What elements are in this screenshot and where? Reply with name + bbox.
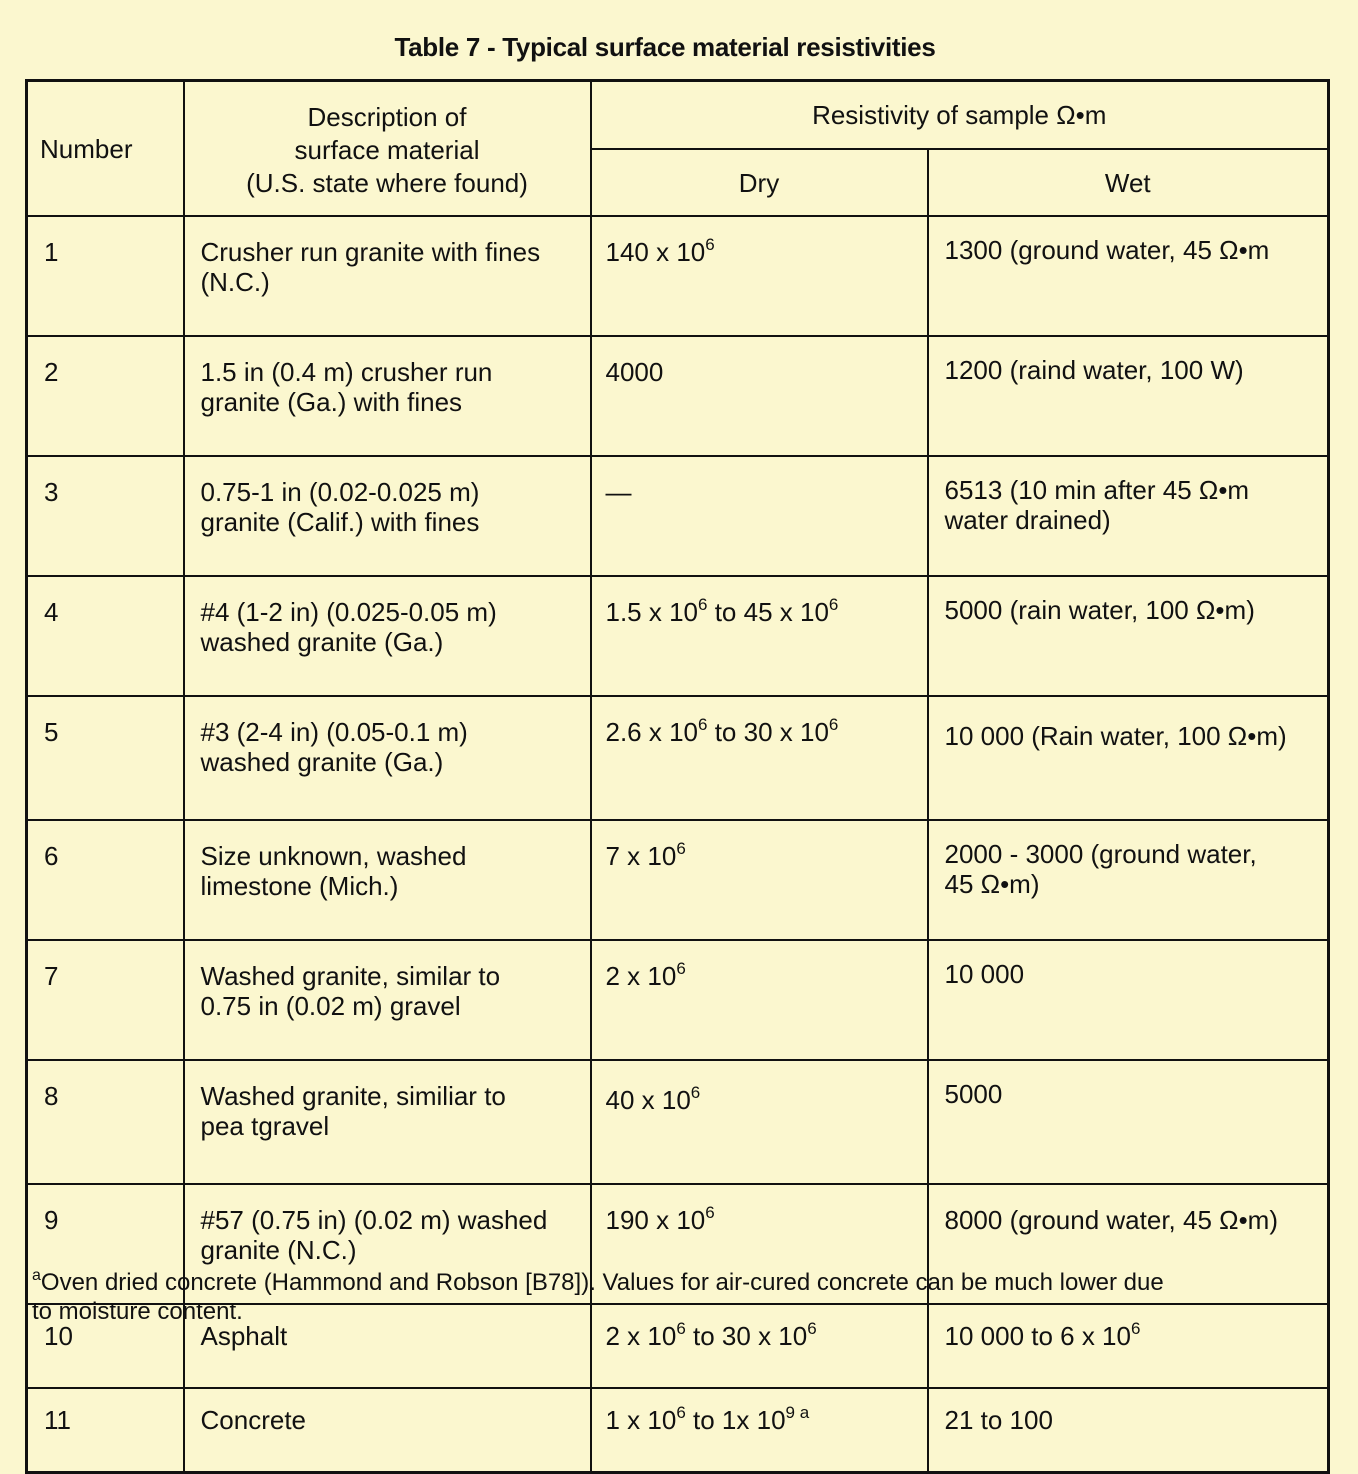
wet-line: water drained) — [944, 505, 1111, 535]
dry-exponent: 6 — [676, 839, 686, 858]
desc-line: #4 (1-2 in) (0.025-0.05 m) — [200, 597, 497, 627]
dry-value: to 30 x 10 — [707, 717, 829, 747]
cell-wet — [928, 576, 1329, 696]
cell-wet — [928, 1388, 1329, 1473]
cell-number: 3 — [27, 456, 184, 576]
desc-line: Asphalt — [200, 1321, 288, 1351]
table-row — [27, 696, 1329, 820]
dry-value: — — [605, 477, 632, 507]
cell-description — [184, 820, 591, 940]
cell-dry — [591, 216, 928, 336]
footnote-line — [32, 1268, 1262, 1297]
desc-line: washed granite (Ga.) — [200, 627, 444, 657]
desc-line: washed granite (Ga.) — [200, 747, 444, 777]
dry-value: to 1x 10 — [685, 1405, 786, 1435]
cell-description — [184, 216, 591, 336]
desc-line: 0.75-1 in (0.02-0.025 m) — [200, 477, 480, 507]
cell-number: 1 — [27, 216, 184, 336]
desc-line: Size unknown, washed — [200, 841, 467, 871]
cell-description — [184, 1060, 591, 1184]
cell-number: 6 — [27, 820, 184, 940]
cell-wet — [928, 216, 1329, 336]
cell-number: 5 — [27, 696, 184, 820]
wet-line: 6513 (10 min after 45 Ω•m — [944, 475, 1250, 505]
footnote-marker: a — [32, 1267, 41, 1284]
dry-exponent: 6 — [828, 715, 839, 734]
header-number: Number — [27, 81, 184, 217]
desc-line: (N.C.) — [200, 267, 270, 297]
desc-line: Concrete — [200, 1405, 306, 1435]
dry-exponent: 6 — [698, 715, 708, 734]
dry-value: to 45 x 10 — [707, 597, 829, 627]
wet-line: 2000 - 3000 (ground water, — [944, 839, 1257, 869]
wet-line: 10 000 (Rain water, 100 Ω•m) — [944, 721, 1287, 751]
dry-exponent: 6 — [705, 1203, 715, 1222]
dry-exponent: 9 a — [785, 1403, 810, 1422]
cell-number: 9 — [27, 1184, 184, 1304]
cell-wet — [928, 696, 1329, 820]
dry-exponent: 6 — [807, 1319, 817, 1338]
cell-dry — [591, 940, 928, 1060]
header-description-line: surface material — [294, 135, 480, 165]
desc-line: #3 (2-4 in) (0.05-0.1 m) — [200, 717, 468, 747]
dry-exponent: 6 — [828, 595, 839, 614]
wet-line: 45 Ω•m) — [944, 869, 1040, 899]
wet-value: 10 000 to 6 x 10 — [944, 1321, 1131, 1351]
cell-description — [184, 1388, 591, 1473]
cell-dry — [591, 1388, 928, 1473]
dry-value: to 30 x 10 — [685, 1321, 808, 1351]
table-row — [27, 336, 1329, 456]
table-row — [27, 940, 1329, 1060]
desc-line: Washed granite, similiar to — [200, 1081, 506, 1111]
cell-dry — [591, 820, 928, 940]
cell-wet — [928, 940, 1329, 1060]
wet-line: 1300 (ground water, 45 Ω•m — [944, 235, 1270, 265]
cell-dry — [591, 576, 928, 696]
cell-number: 2 — [27, 336, 184, 456]
desc-line: granite (N.C.) — [200, 1235, 357, 1265]
dry-exponent: 6 — [690, 1083, 701, 1102]
cell-wet — [928, 1060, 1329, 1184]
cell-dry — [591, 336, 928, 456]
dry-value: 140 x 10 — [605, 237, 706, 267]
dry-value: 2.6 x 10 — [605, 717, 699, 747]
cell-description — [184, 456, 591, 576]
cell-wet — [928, 820, 1329, 940]
wet-line: 10 000 — [944, 959, 1025, 989]
desc-line: granite (Calif.) with fines — [200, 507, 480, 537]
cell-number: 7 — [27, 940, 184, 1060]
header-dry: Dry — [591, 149, 928, 216]
table-row — [27, 1060, 1329, 1184]
desc-line: limestone (Mich.) — [200, 871, 399, 901]
wet-line: 21 to 100 — [944, 1405, 1053, 1435]
dry-exponent: 6 — [676, 1319, 686, 1338]
dry-value: 2 x 10 — [605, 961, 677, 991]
desc-line: 0.75 in (0.02 m) gravel — [200, 991, 461, 1021]
cell-wet — [928, 336, 1329, 456]
table-row — [27, 1388, 1329, 1473]
dry-exponent: 6 — [676, 959, 686, 978]
wet-line: 1200 (raind water, 100 W) — [944, 355, 1244, 385]
cell-number: 10 — [27, 1304, 184, 1388]
header-description — [184, 81, 591, 217]
cell-number: 4 — [27, 576, 184, 696]
cell-wet — [928, 456, 1329, 576]
table-footnote — [32, 1268, 1262, 1326]
cell-number: 11 — [27, 1388, 184, 1473]
dry-exponent: 6 — [698, 595, 708, 614]
table-row — [27, 456, 1329, 576]
dry-exponent: 6 — [676, 1403, 686, 1422]
dry-exponent: 6 — [705, 235, 715, 254]
table-row — [27, 216, 1329, 336]
header-description-line: (U.S. state where found) — [246, 168, 528, 198]
wet-exponent: 6 — [1130, 1319, 1141, 1338]
wet-line: 5000 (rain water, 100 Ω•m) — [944, 595, 1255, 625]
cell-dry — [591, 1060, 928, 1184]
cell-dry — [591, 456, 928, 576]
cell-description — [184, 576, 591, 696]
table-row — [27, 820, 1329, 940]
header-description-line: Description of — [307, 102, 467, 132]
table-row — [27, 576, 1329, 696]
wet-line: 8000 (ground water, 45 Ω•m) — [944, 1205, 1278, 1235]
desc-line: Washed granite, similar to — [200, 961, 501, 991]
resistivity-table — [25, 79, 1330, 1474]
desc-line: 1.5 in (0.4 m) crusher run — [200, 357, 493, 387]
desc-line: Crusher run granite with fines — [200, 237, 541, 267]
desc-line: pea tgravel — [200, 1111, 330, 1141]
footnote-text: Oven dried concrete (Hammond and Robson [B78]). Values for air-cured concrete can be much lower due — [40, 1269, 1164, 1296]
desc-line: granite (Ga.) with fines — [200, 387, 463, 417]
dry-value: 2 x 10 — [605, 1321, 677, 1351]
cell-number: 8 — [27, 1060, 184, 1184]
wet-line: 5000 — [944, 1079, 1003, 1109]
cell-description — [184, 696, 591, 820]
desc-line: #57 (0.75 in) (0.02 m) washed — [200, 1205, 548, 1235]
table-title: Table 7 - Typical surface material resistivities — [394, 32, 936, 62]
cell-description — [184, 940, 591, 1060]
footnote-line: to moisture content. — [32, 1298, 243, 1325]
dry-value: 4000 — [605, 357, 664, 387]
cell-dry — [591, 696, 928, 820]
dry-value: 1.5 x 10 — [605, 597, 699, 627]
dry-value: 190 x 10 — [605, 1205, 706, 1235]
dry-value: 1 x 10 — [605, 1405, 677, 1435]
cell-description — [184, 336, 591, 456]
dry-value: 40 x 10 — [605, 1085, 691, 1115]
dry-value: 7 x 10 — [605, 841, 677, 871]
header-wet: Wet — [928, 149, 1329, 216]
header-resistivity: Resistivity of sample Ω•m — [591, 81, 1329, 150]
